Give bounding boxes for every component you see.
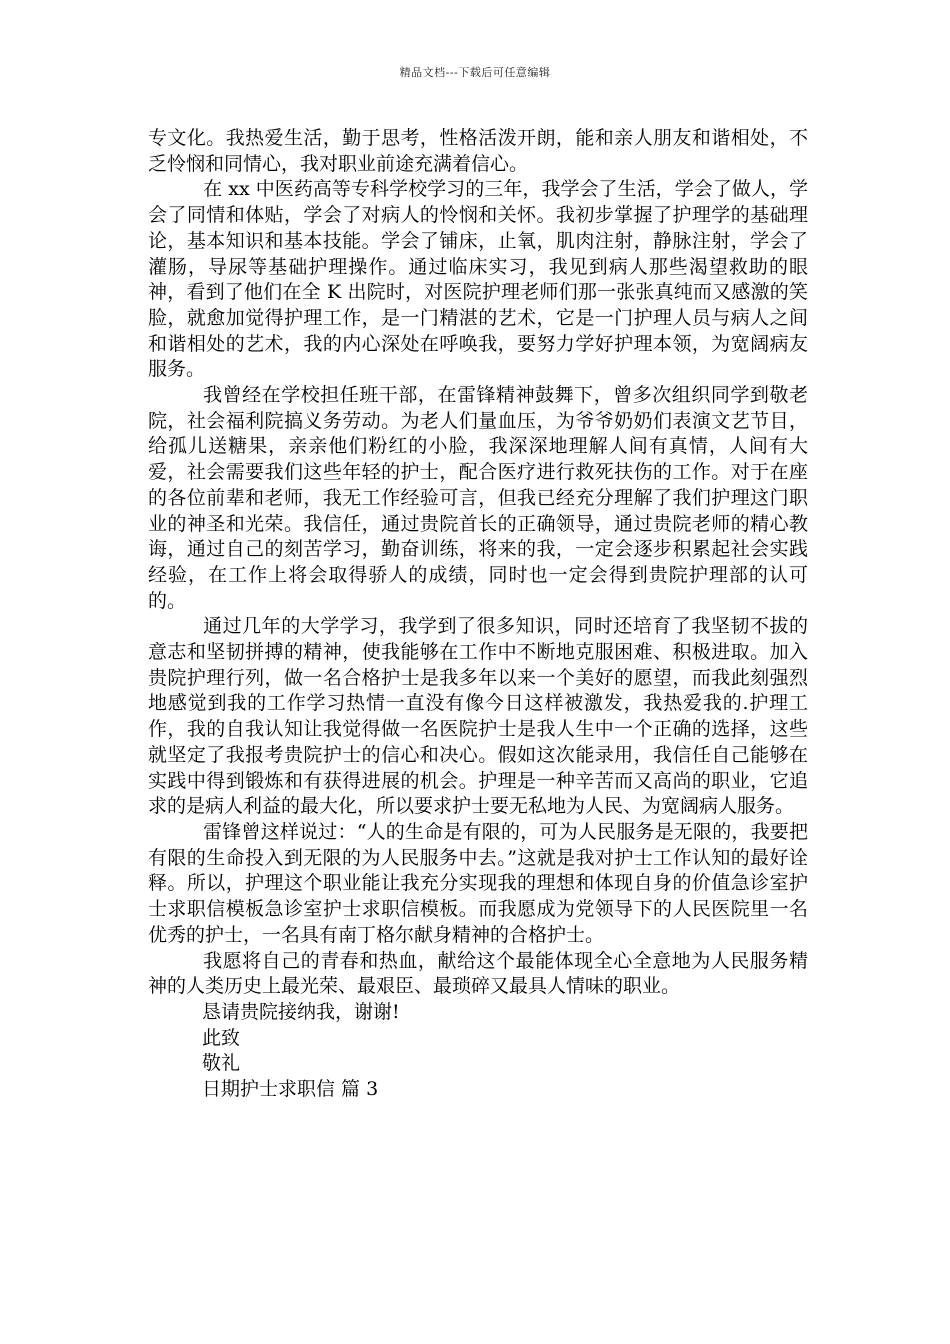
page-header: 精品文档---下载后可任意编辑 (399, 66, 551, 79)
closing-request: 恳请贵院接纳我，谢谢! (202, 1000, 400, 1023)
letter-body (148, 126, 808, 1103)
paragraph-1: 专文化。我热爱生活，勤于思考，性格活泼开朗，能和亲人朋友和谐相处，不乏怜悯和同情心，我对职业前途充满着信心。 (148, 127, 808, 175)
paragraph-6: 我愿将自己的青春和热血，献给这个最能体现全心全意地为人民服务精神的人类历史上最光荣、最艰臣、最琐碎又最具人情味的职业。 (148, 949, 808, 998)
paragraph-2: 在 xx 中医药高等专科学校学习的三年，我学会了生活，学会了做人，学会了同情和体贴，学会了对病人的怜悯和关怀。我初步掌握了护理学的基础理论，基本知识和基本技能。学会了铺床，止氧，肌肉注射，静脉注射，学会了灌肠，导尿等基础护理操作。通过临床实习，我见到病人那些渴望救助的眼神，看到了他们在全 K 出院时，对医院护理老师们那一张张真纯而又感激的笑脸，就愈加觉得护理工作，是一门精湛的艺术，它是一门护理人员与病人之间和谐相处的艺术，我的内心深处在呼唤我，要努力学好护理本领，为宽阔病友服务。 (148, 178, 808, 381)
closing-salutation: 此致 (202, 1026, 241, 1049)
closing-regards: 敬礼 (202, 1052, 241, 1075)
closing-date-title: 日期护士求职信 篇 3 (202, 1078, 379, 1101)
paragraph-5: 雷锋曾这样说过：“人的生命是有限的，可为人民服务是无限的，我要把有限的生命投入到无限的为人民服务中去。”这就是我对护士工作认知的最好诠释。所以，护理这个职业能让我充分实现我的理想和体现自身的价值急诊室护士求职信模板急诊室护士求职信模板。而我愿成为党领导下的人民医院里一名优秀的护士，一名具有南丁格尔献身精神的合格护士。 (148, 820, 808, 946)
paragraph-3: 我曾经在学校担任班干部，在雷锋精神鼓舞下，曾多次组织同学到敬老院，社会福利院搞义务劳动。为老人们量血压，为爷爷奶奶们表演文艺节目，给孤儿送糖果，亲亲他们粉红的小脸，我深深地理解人间有真情，人间有大爱，社会需要我们这些年轻的护士，配合医疗进行救死扶伤的工作。对于在座的各位前辈和老师，我无工作经验可言，但我已经充分理解了我们护理这门职业的神圣和光荣。我信任，通过贵院首长的正确领导，通过贵院老师的精心教诲，通过自己的刻苦学习，勤奋训练，将来的我，一定会逐步积累起社会实践经验，在工作上将会取得骄人的成绩，同时也一定会得到贵院护理部的认可的。 (148, 384, 808, 612)
paragraph-4: 通过几年的大学学习，我学到了很多知识，同时还培育了我坚韧不拔的意志和坚韧拼搏的精神，使我能够在工作中不断地克服困难、积极进取。加入贵院护理行列，做一名合格护士是我多年以来一个美好的愿望，而我此刻强烈地感觉到我的工作学习热情一直没有像今日这样被激发，我热爱我的.护理工作，我的自我认知让我觉得做一名医院护士是我人生中一个正确的选择，这些就坚定了我报考贵院护士的信心和决心。假如这次能录用，我信任自己能够在实践中得到锻炼和有获得进展的机会。护理是一种辛苦而又高尚的职业，它追求的是病人利益的最大化，所以要求护士要无私地为人民、为宽阔病人服务。 (148, 615, 808, 818)
